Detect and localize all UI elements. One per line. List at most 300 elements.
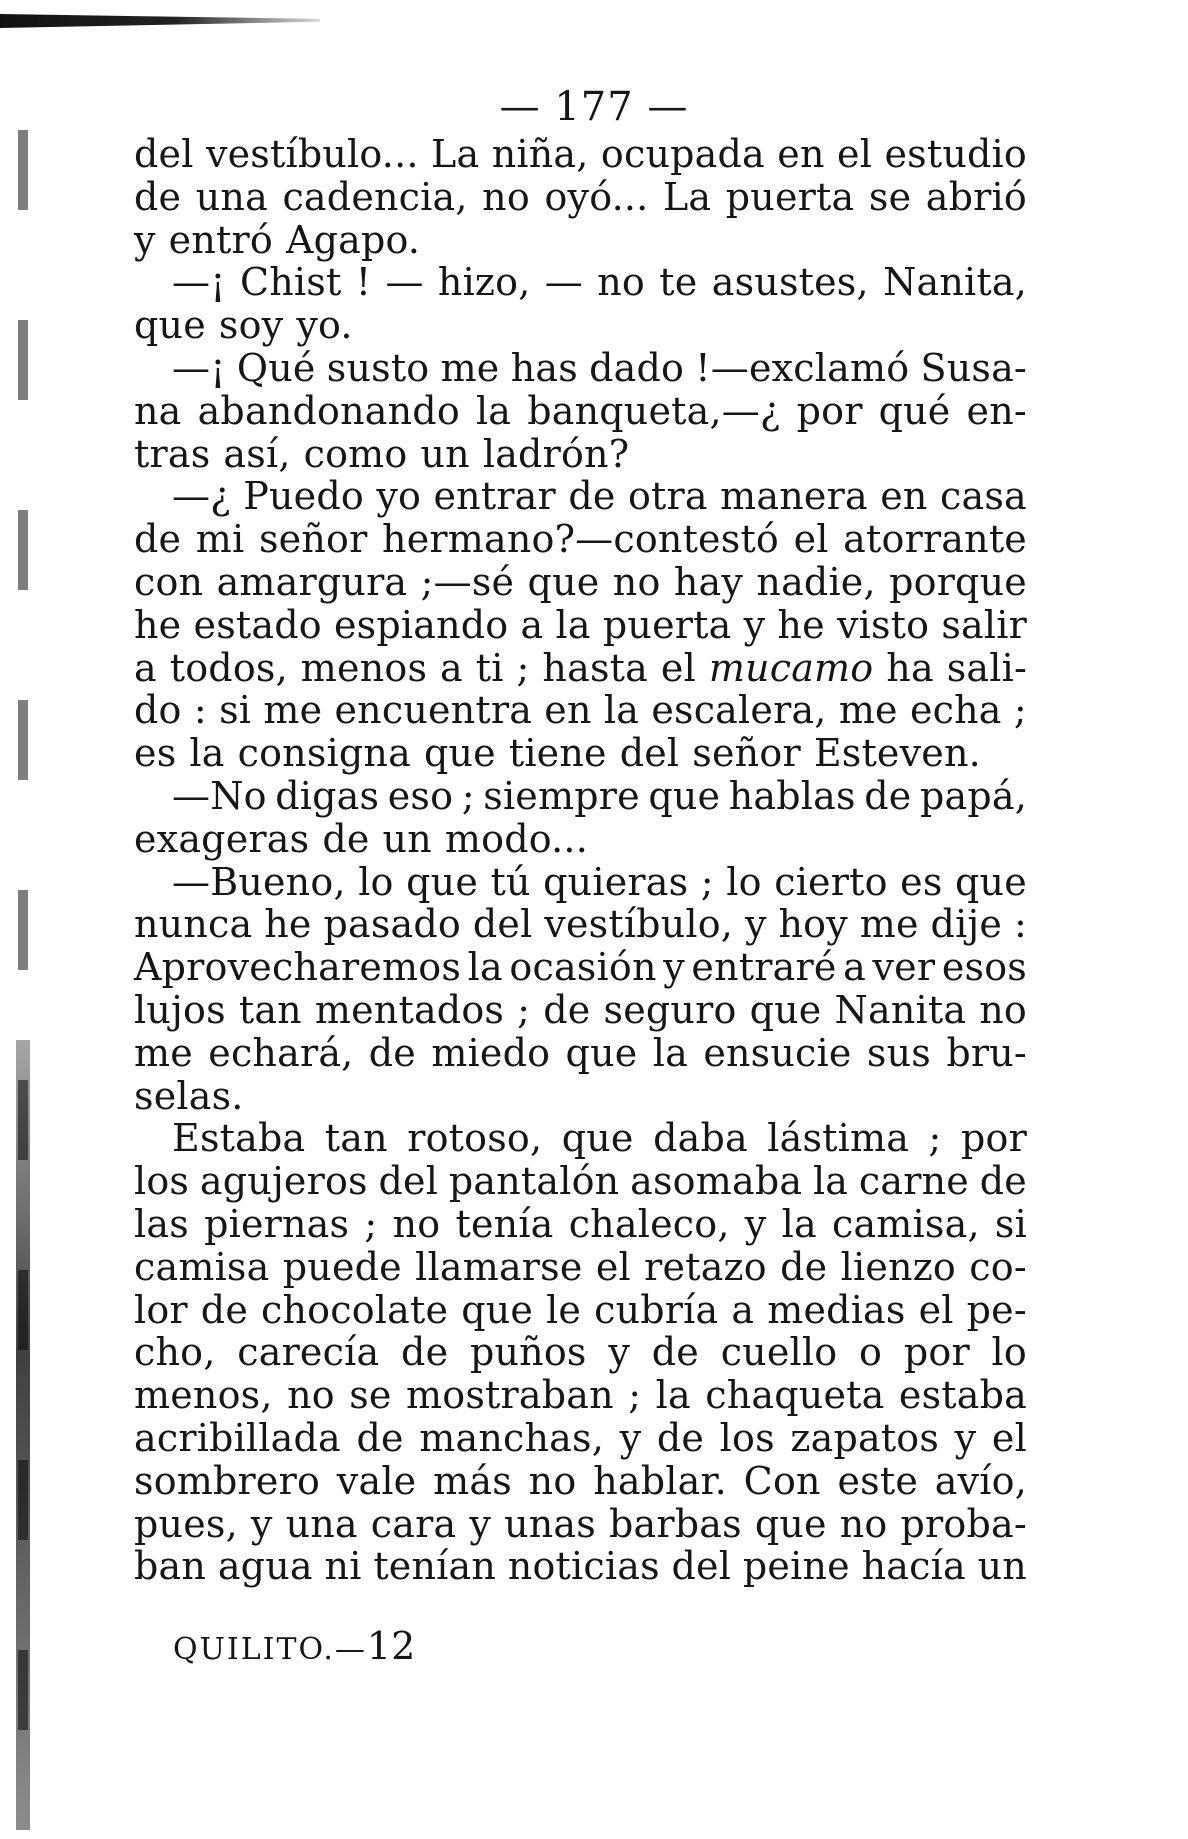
word: de <box>651 1330 699 1375</box>
word: —Bueno, <box>172 859 346 904</box>
word: abandonando <box>197 388 460 433</box>
word: hasta <box>542 645 648 690</box>
text-line <box>134 1331 1027 1374</box>
word: visto <box>836 602 930 647</box>
word: ; <box>1013 688 1027 733</box>
word: —No <box>172 773 267 818</box>
word: agujeros <box>199 1159 368 1204</box>
word: que <box>461 1287 534 1332</box>
word: chaleco, <box>568 1201 730 1246</box>
word: pe- <box>966 1287 1027 1332</box>
word: manera <box>720 474 868 519</box>
word: por <box>960 1116 1027 1161</box>
word: mostraban <box>406 1373 614 1418</box>
word: proba- <box>900 1501 1027 1546</box>
word: he <box>264 902 312 947</box>
word: ladrón? <box>482 431 630 476</box>
word: se <box>868 174 912 219</box>
word: de <box>979 1159 1027 1204</box>
word: otra <box>627 474 708 519</box>
text-line <box>134 1374 1027 1417</box>
word: piernas <box>204 1201 350 1246</box>
word: ; <box>517 987 531 1032</box>
word: entró <box>168 217 273 262</box>
word: lujos <box>134 987 226 1032</box>
text-line <box>134 1460 1027 1503</box>
word: encuentra <box>334 688 533 733</box>
word: que <box>749 987 822 1032</box>
word: dado <box>589 345 685 390</box>
word: le <box>546 1287 582 1332</box>
text-line <box>134 561 1027 604</box>
word: a <box>440 645 463 690</box>
word: banqueta,—¿ <box>527 388 781 433</box>
text-line <box>134 261 1027 304</box>
word: la <box>603 688 640 733</box>
scan-border-mark <box>0 14 320 28</box>
word: avío, <box>934 1458 1027 1503</box>
word: y <box>954 1415 977 1460</box>
word: ; <box>461 773 475 818</box>
word: Chist <box>239 260 342 305</box>
word: y <box>619 1415 642 1460</box>
text-line <box>134 1545 1027 1588</box>
word: a <box>520 602 544 647</box>
word: noticias <box>507 1544 660 1589</box>
scan-left-edge-shadow <box>16 1040 30 1830</box>
word: estaba <box>898 1373 1027 1418</box>
word: el <box>991 1415 1027 1460</box>
text-line <box>134 732 1027 775</box>
word: siempre <box>483 773 640 818</box>
word: mi <box>195 517 245 562</box>
word: tiene <box>508 731 607 776</box>
word: pues, <box>134 1501 238 1546</box>
word: miedo <box>431 1030 551 1075</box>
word: y <box>744 902 767 947</box>
word: Estaba <box>172 1116 306 1161</box>
word: consigna <box>237 731 411 776</box>
text-line <box>134 1203 1027 1246</box>
word: si <box>219 688 252 733</box>
word: Puedo <box>243 474 364 519</box>
word: por <box>796 388 863 433</box>
word: La <box>431 132 480 176</box>
word: el <box>918 1287 954 1332</box>
word: que <box>134 303 206 348</box>
text-line <box>134 176 1027 219</box>
word: zapatos <box>790 1415 940 1460</box>
signature-number: 12 <box>366 1624 416 1668</box>
word: de <box>780 1244 828 1289</box>
text-line <box>134 775 1027 818</box>
word: quieras <box>543 859 689 904</box>
body-text <box>134 133 1027 1588</box>
word: cadencia, <box>282 174 468 219</box>
text-line <box>134 861 1027 904</box>
text-line <box>134 946 1027 989</box>
word: ver <box>872 945 936 990</box>
word: Esteven. <box>813 731 981 776</box>
word: abrió <box>925 174 1027 219</box>
word: hoy <box>778 902 848 947</box>
word: que <box>561 1116 634 1161</box>
text-line <box>134 219 1027 262</box>
word: de <box>543 987 591 1032</box>
word: ocasión <box>509 945 657 990</box>
word: menos, <box>134 1373 273 1418</box>
word: selas. <box>134 1073 244 1118</box>
word: si <box>994 1201 1027 1246</box>
word: retazo <box>644 1244 767 1289</box>
word: carecía <box>237 1330 380 1375</box>
word: asomaba <box>630 1159 803 1204</box>
text-line <box>134 390 1027 433</box>
word: a <box>843 945 866 990</box>
word: lástima <box>767 1116 910 1161</box>
word: na <box>134 388 182 433</box>
word: que <box>754 1501 827 1546</box>
text-line <box>134 647 1027 690</box>
word: más <box>433 1458 512 1503</box>
word: y <box>663 945 685 990</box>
word: sus <box>866 1030 931 1075</box>
word: Susa- <box>920 345 1027 390</box>
text-line <box>134 304 1027 347</box>
word: cubría <box>594 1287 719 1332</box>
word: camisa <box>134 1244 270 1289</box>
word: me <box>134 1030 193 1075</box>
text-line <box>134 604 1027 647</box>
word: cho, <box>134 1330 216 1375</box>
word: Aprovecharemos <box>134 945 462 990</box>
word: acribillada <box>134 1415 341 1460</box>
word: vestíbulo, <box>544 902 734 947</box>
word: chaqueta <box>705 1373 885 1418</box>
word: me <box>440 345 500 390</box>
word: no <box>287 1373 335 1418</box>
word: y <box>608 1330 631 1375</box>
word: sombrero <box>134 1458 321 1503</box>
word: no <box>528 1458 577 1503</box>
word: co- <box>969 1244 1027 1289</box>
word: hablar. <box>593 1458 727 1503</box>
word: ; <box>928 1116 942 1161</box>
word: el <box>660 645 696 690</box>
word: las <box>134 1201 189 1246</box>
word: ; <box>628 1373 642 1418</box>
word: do <box>134 688 182 733</box>
word: o <box>859 1330 883 1375</box>
word: nunca <box>134 902 253 947</box>
word: no <box>482 174 530 219</box>
word: Con <box>743 1458 821 1503</box>
word: mucamo <box>708 645 874 690</box>
word: y <box>744 1201 767 1246</box>
word: te <box>659 260 698 305</box>
word: he <box>777 602 825 647</box>
word: a <box>731 1287 755 1332</box>
word: me <box>859 902 919 947</box>
word: atorrante <box>843 517 1027 562</box>
word: qué <box>878 388 951 433</box>
word: de <box>322 816 370 861</box>
word: señor <box>692 731 801 776</box>
word: la <box>812 1159 849 1204</box>
word: cuello <box>720 1330 838 1375</box>
text-line <box>134 818 1027 861</box>
text-line <box>134 1246 1027 1289</box>
word: nadie, <box>756 559 876 604</box>
word: escalera, <box>651 688 827 733</box>
text-line <box>134 989 1027 1032</box>
word: es <box>134 731 177 776</box>
text-line <box>134 1117 1027 1160</box>
word: soy <box>218 303 284 348</box>
word: en <box>880 474 928 519</box>
word: no <box>979 987 1027 1032</box>
word: papá, <box>919 773 1027 818</box>
text-line <box>134 347 1027 390</box>
word: espiando <box>333 602 509 647</box>
word: y <box>250 1501 273 1546</box>
word: del <box>472 902 533 947</box>
word: medias <box>767 1287 906 1332</box>
word: así, <box>223 431 291 476</box>
word: con <box>134 559 204 604</box>
word: es <box>900 859 943 904</box>
word: bru- <box>946 1030 1027 1075</box>
word: pantalón <box>448 1159 620 1204</box>
word: la <box>555 602 591 647</box>
text-line <box>134 518 1027 561</box>
word: sali- <box>946 645 1027 690</box>
word: vale <box>336 1458 417 1503</box>
word: — <box>385 260 424 305</box>
word: una <box>195 174 268 219</box>
word: hizo, <box>437 260 531 305</box>
word: el <box>837 132 873 176</box>
signature-label: QUILITO.— <box>173 1632 367 1667</box>
text-line <box>134 133 1027 176</box>
word: un <box>420 431 470 476</box>
word: salir <box>941 602 1027 647</box>
word: barbas <box>608 1501 742 1546</box>
word: y <box>134 217 156 262</box>
word: de <box>356 1415 404 1460</box>
word: estado <box>193 602 322 647</box>
word: del <box>378 1159 439 1204</box>
word: los <box>134 1159 190 1204</box>
word: puerta <box>602 602 732 647</box>
text-line <box>134 1160 1027 1203</box>
word: manchas, <box>419 1415 605 1460</box>
text-line <box>134 433 1027 476</box>
word: seguro <box>603 987 737 1032</box>
word: ban <box>134 1544 207 1589</box>
word: camisa, <box>831 1201 980 1246</box>
word: de <box>864 773 912 818</box>
word: porque <box>889 559 1027 604</box>
word: la <box>781 1201 817 1246</box>
text-line <box>134 475 1027 518</box>
word: de <box>134 517 182 562</box>
word: la <box>467 945 503 990</box>
word: modo... <box>444 816 588 861</box>
word: entrar <box>433 474 556 519</box>
word: y <box>469 1501 492 1546</box>
word: que <box>955 859 1027 904</box>
word: este <box>837 1458 919 1503</box>
word: de <box>568 474 616 519</box>
word: todos, <box>169 645 288 690</box>
word: Qué <box>236 345 316 390</box>
word: lo <box>991 1330 1027 1375</box>
text-line <box>134 1417 1027 1460</box>
word: me <box>838 688 898 733</box>
word: en- <box>966 388 1027 433</box>
word: tú <box>490 859 531 904</box>
word: —¿ <box>172 474 231 519</box>
word: que <box>406 859 479 904</box>
word: agua <box>217 1544 313 1589</box>
word: tras <box>134 431 211 476</box>
word: la <box>475 388 512 433</box>
word: yo. <box>296 303 353 348</box>
word: lienzo <box>840 1244 957 1289</box>
word: como <box>303 431 408 476</box>
word: La <box>662 174 712 219</box>
word: lo <box>726 859 762 904</box>
word: hacía <box>861 1544 966 1589</box>
word: en <box>777 132 825 176</box>
word: : <box>193 688 207 733</box>
word: susto <box>326 345 430 390</box>
word: niña, <box>491 132 589 176</box>
word: amargura <box>216 559 408 604</box>
word: del <box>134 132 194 176</box>
word: carne <box>858 1159 969 1204</box>
word: un <box>977 1544 1027 1589</box>
word: ensucie <box>703 1030 852 1075</box>
word: y <box>743 602 766 647</box>
word: — <box>544 260 583 305</box>
text-line <box>134 689 1027 732</box>
word: de <box>368 1030 416 1075</box>
word: cara <box>370 1501 457 1546</box>
word: asustes, <box>711 260 869 305</box>
word: de <box>401 1330 449 1375</box>
word: ; <box>516 645 530 690</box>
word: el <box>793 517 829 562</box>
word: de <box>134 174 182 219</box>
word: tan <box>238 987 302 1032</box>
word: Agapo. <box>285 217 421 262</box>
word: de <box>656 1415 705 1460</box>
word: ti <box>475 645 504 690</box>
word: Nanita, <box>883 260 1027 305</box>
word: puede <box>282 1244 402 1289</box>
word: menos <box>300 645 428 690</box>
word: vestíbulo... <box>205 132 419 176</box>
word: hay <box>673 559 744 604</box>
word: yo <box>376 474 422 519</box>
word: puerta <box>725 174 855 219</box>
word: ; <box>700 859 714 904</box>
word: cierto <box>774 859 888 904</box>
word: a <box>134 645 157 690</box>
word: hermano?—contestó <box>382 517 779 562</box>
word: no <box>392 1201 441 1246</box>
word: del <box>619 731 680 776</box>
word: que <box>648 773 721 818</box>
word: de <box>200 1287 249 1332</box>
word: no <box>597 260 646 305</box>
word: unas <box>504 1501 596 1546</box>
word: ha <box>886 645 934 690</box>
word: tan <box>324 1116 388 1161</box>
word: echa <box>909 688 1002 733</box>
word: no <box>839 1501 888 1546</box>
word: —¡ <box>172 260 226 305</box>
word: el <box>595 1244 631 1289</box>
word: ! <box>355 260 372 305</box>
word: hablas <box>728 773 856 818</box>
text-line <box>134 1075 1027 1118</box>
word: tenía <box>455 1201 554 1246</box>
word: Nanita <box>834 987 967 1032</box>
word: esos <box>941 945 1027 990</box>
word: ni <box>324 1544 362 1589</box>
word: rotoso, <box>407 1116 543 1161</box>
word: entraré <box>691 945 837 990</box>
word: que <box>423 731 496 776</box>
word: del <box>671 1544 732 1589</box>
word: señor <box>258 517 368 562</box>
text-line <box>134 903 1027 946</box>
word: no <box>612 559 661 604</box>
word: !—exclamó <box>695 345 910 390</box>
word: ;—sé <box>420 559 515 604</box>
word: oyó... <box>544 174 649 219</box>
word: he <box>134 602 182 647</box>
word: que <box>565 1030 638 1075</box>
word: estudio <box>884 132 1027 176</box>
word: ; <box>364 1201 378 1246</box>
word: : <box>1013 902 1027 947</box>
text-line <box>134 1289 1027 1332</box>
word: chocolate <box>261 1287 449 1332</box>
word: una <box>285 1501 358 1546</box>
word: tenían <box>373 1544 497 1589</box>
text-line <box>134 1503 1027 1546</box>
word: un <box>382 816 432 861</box>
word: se <box>349 1373 392 1418</box>
page-number: — 177 — <box>499 84 689 130</box>
text-line <box>134 1032 1027 1075</box>
word: daba <box>653 1116 748 1161</box>
word: peine <box>742 1544 850 1589</box>
word: casa <box>939 474 1027 519</box>
word: la <box>652 1030 688 1075</box>
word: —¡ <box>172 345 226 390</box>
word: los <box>719 1415 775 1460</box>
word: la <box>655 1373 691 1418</box>
word: digas <box>275 773 380 818</box>
word: llamarse <box>415 1244 583 1289</box>
word: me <box>263 688 323 733</box>
signature-mark <box>173 1624 415 1668</box>
